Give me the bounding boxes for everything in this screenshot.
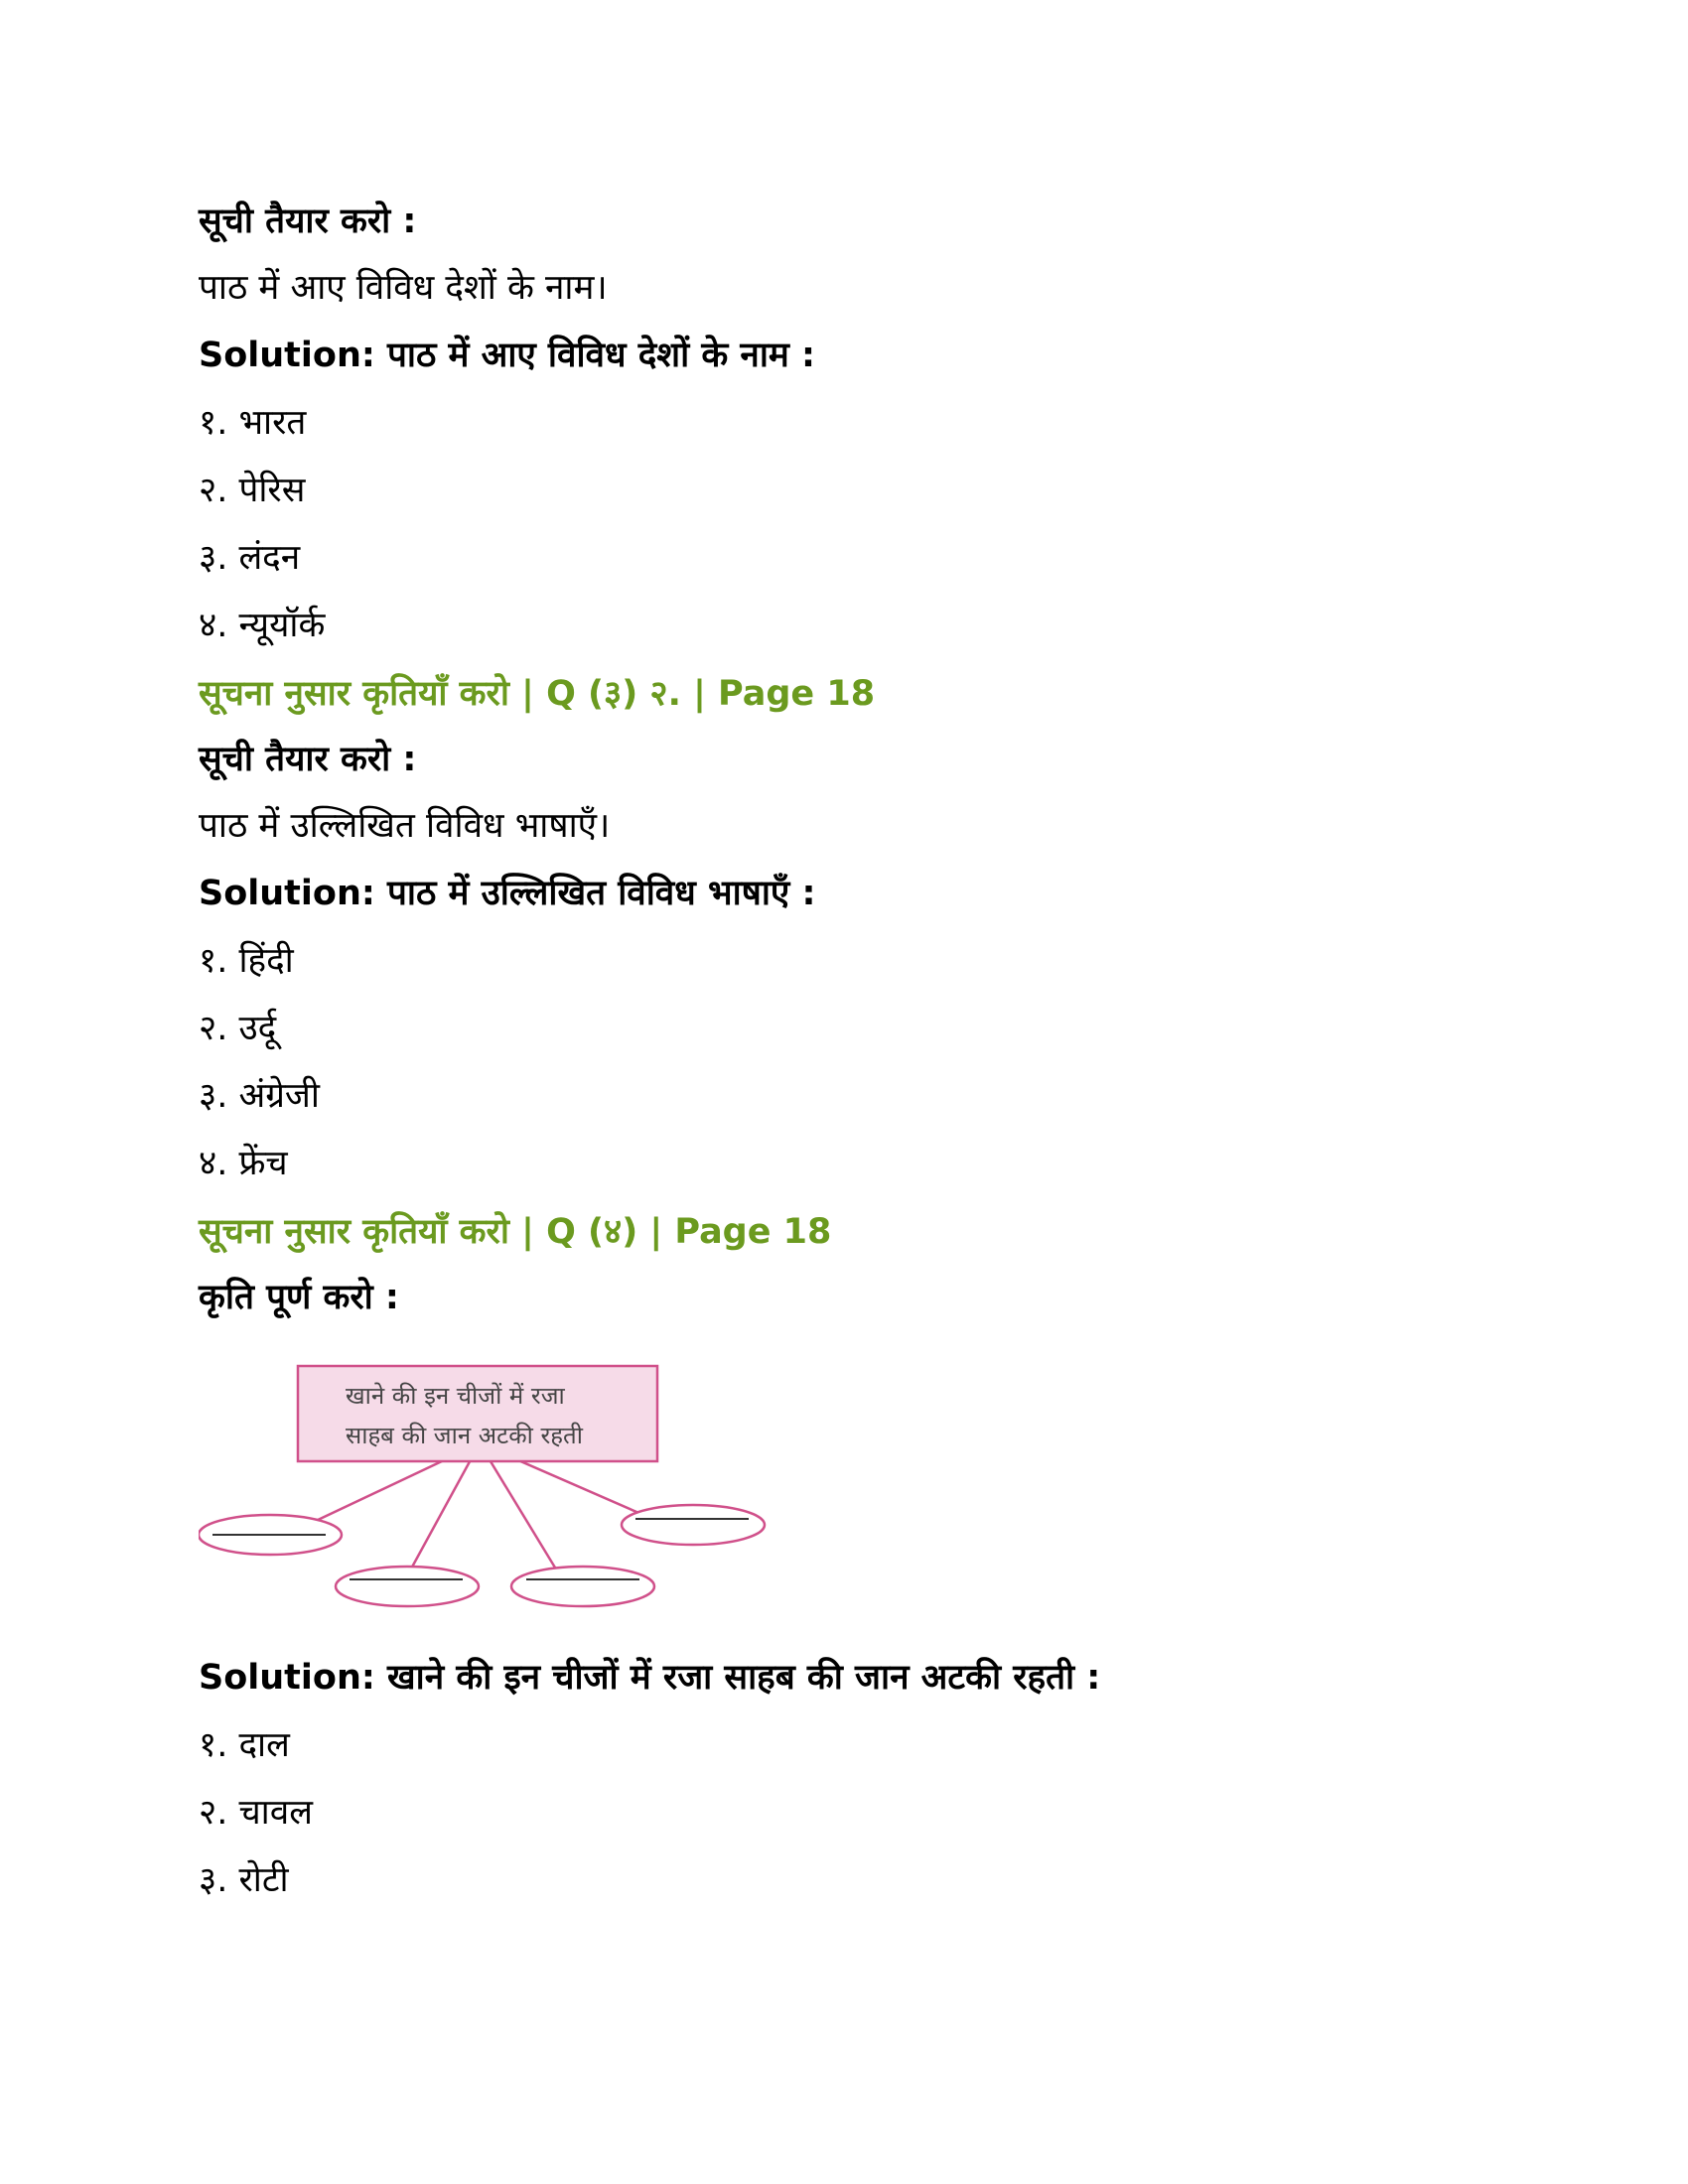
section-title: सूचना नुसार कृतियाँ करो | Q (३) २. | Page 18 (199, 674, 876, 714)
question-prompt: पाठ में उल्लिखित विविध भाषाएँ। (199, 806, 611, 846)
list-heading: सूची तैयार करो : (199, 202, 417, 241)
list-heading: सूची तैयार करो : (199, 740, 417, 779)
list-item: ३. लंदन (199, 538, 301, 578)
solution-heading: Solution: पाठ में आए विविध देशों के नाम : (199, 336, 815, 375)
list-item: ३. रोटी (199, 1860, 289, 1900)
web-diagram (199, 1336, 794, 1634)
answer-ellipse (511, 1567, 654, 1606)
answer-ellipse (336, 1567, 479, 1606)
section-title: सूचना नुसार कृतियाँ करो | Q (४) | Page 18 (199, 1212, 832, 1252)
list-item: २. पेरिस (199, 471, 306, 510)
solution-heading: Solution: पाठ में उल्लिखित विविध भाषाएँ : (199, 874, 816, 913)
question-prompt: पाठ में आए विविध देशों के नाम। (199, 268, 608, 308)
solution-heading: Solution: खाने की इन चीजों में रजा साहब की जान अटकी रहती : (199, 1658, 1101, 1698)
connector-line (409, 1443, 480, 1572)
list-item: ४. न्यूयॉर्क (199, 606, 326, 645)
connector-line (480, 1443, 558, 1572)
task-heading: कृति पूर्ण करो : (199, 1278, 399, 1317)
web-diagram-svg (199, 1336, 794, 1634)
central-box-line1: खाने की इन चीजों में रजा (346, 1382, 565, 1410)
list-item: ४. फ्रेंच (199, 1144, 288, 1183)
content-column (199, 189, 1589, 1914)
list-item: ३. अंग्रेजी (199, 1076, 320, 1116)
list-item: १. हिंदी (199, 941, 294, 981)
list-item: २. चावल (199, 1793, 313, 1833)
answer-ellipse (622, 1505, 765, 1545)
list-item: १. दाल (199, 1725, 290, 1765)
central-box-line2: साहब की जान अटकी रहती (346, 1422, 583, 1449)
list-item: २. उर्दू (199, 1009, 277, 1048)
list-item: १. भारत (199, 403, 307, 443)
